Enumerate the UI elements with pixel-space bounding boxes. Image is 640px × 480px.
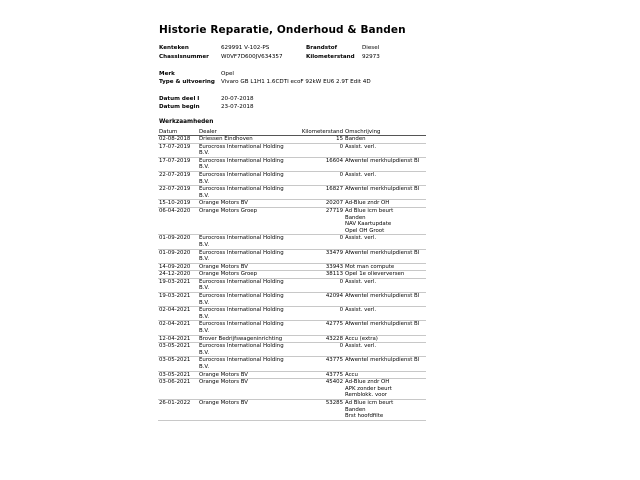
- type-value: Vivaro GB L1H1 1.6CDTI ecoF 92kW EU6 2.9T Edit 4D: [221, 79, 371, 85]
- table-row: [158, 171, 426, 185]
- table-body: [158, 136, 426, 421]
- cell-kilometerstand: 42094: [300, 293, 344, 307]
- dealer-line: Eurocross International Holding: [199, 249, 284, 256]
- table-row: [158, 335, 426, 343]
- cell-kilometerstand: 16827: [300, 186, 344, 200]
- cell-datum: 03-05-2021: [158, 371, 198, 379]
- cell-dealer: [198, 186, 300, 200]
- omschrijving-line: Assist. verl.: [345, 143, 377, 150]
- omschrijving-line: Banden: [345, 214, 366, 221]
- cell-kilometerstand: 0: [300, 307, 344, 321]
- cell-datum: 15-10-2019: [158, 200, 198, 208]
- table-row: [158, 271, 426, 279]
- col-datum: Datum: [158, 128, 198, 136]
- cell-dealer: [198, 307, 300, 321]
- table-row: [158, 157, 426, 171]
- page-title: Historie Reparatie, Onderhoud & Banden: [159, 24, 406, 36]
- cell-omschrijving: [344, 371, 426, 379]
- cell-omschrijving: [344, 200, 426, 208]
- cell-datum: 26-01-2022: [158, 399, 198, 420]
- cell-omschrijving: [344, 171, 426, 185]
- type-label: Type & uitvoering: [159, 79, 215, 85]
- cell-kilometerstand: 53285: [300, 399, 344, 420]
- cell-dealer: [198, 278, 300, 292]
- omschrijving-line: Assist. verl.: [345, 307, 377, 314]
- dealer-line: Eurocross International Holding: [199, 343, 284, 350]
- omschrijving-line: Opel 1e olieverversen: [345, 271, 405, 278]
- cell-omschrijving: [344, 357, 426, 371]
- omschrijving-line: Assist. verl.: [345, 171, 377, 178]
- cell-kilometerstand: 16604: [300, 157, 344, 171]
- omschrijving-line: Afwentel merkhulpdienst BI: [345, 321, 420, 328]
- omschrijving-line: Assist. verl.: [345, 343, 377, 350]
- dealer-line: Orange Motors BV: [199, 263, 248, 270]
- omschrijving-line: Brst hoofdfilte: [345, 413, 384, 420]
- dealer-line: B.V.: [199, 150, 210, 157]
- omschrijving-line: Ad Blue icm beurt: [345, 399, 394, 406]
- brandstof-label: Brandstof: [306, 45, 338, 51]
- cell-datum: 14-09-2020: [158, 263, 198, 271]
- cell-dealer: [198, 171, 300, 185]
- cell-omschrijving: [344, 379, 426, 400]
- cell-kilometerstand: 33479: [300, 249, 344, 263]
- cell-datum: 02-04-2021: [158, 307, 198, 321]
- dealer-line: Eurocross International Holding: [199, 157, 284, 164]
- cell-datum: 19-03-2021: [158, 293, 198, 307]
- work-table: [158, 128, 426, 421]
- omschrijving-line: Afwentel merkhulpdienst BI: [345, 357, 420, 364]
- cell-datum: 17-07-2019: [158, 157, 198, 171]
- dealer-line: Orange Motors BV: [199, 200, 248, 207]
- dealer-line: B.V.: [199, 164, 210, 171]
- table-row: [158, 200, 426, 208]
- cell-dealer: [198, 343, 300, 357]
- col-dealer: Dealer: [198, 128, 300, 136]
- datum-deel1-label: Datum deel I: [159, 96, 200, 102]
- chassis-value: W0VF7D600JV634357: [221, 54, 283, 60]
- cell-dealer: [198, 157, 300, 171]
- dealer-line: Eurocross International Holding: [199, 321, 284, 328]
- cell-kilometerstand: 0: [300, 143, 344, 157]
- dealer-line: B.V.: [199, 349, 210, 356]
- cell-datum: 06-04-2020: [158, 207, 198, 234]
- dealer-line: Eurocross International Holding: [199, 307, 284, 314]
- cell-dealer: [198, 321, 300, 335]
- cell-omschrijving: [344, 278, 426, 292]
- cell-omschrijving: [344, 249, 426, 263]
- table-row: [158, 399, 426, 420]
- cell-kilometerstand: 33943: [300, 263, 344, 271]
- cell-dealer: [198, 235, 300, 249]
- cell-kilometerstand: 15: [300, 136, 344, 144]
- omschrijving-line: Ad-Blue zndr OH: [345, 200, 390, 207]
- cell-omschrijving: [344, 143, 426, 157]
- cell-dealer: [198, 293, 300, 307]
- cell-kilometerstand: 0: [300, 171, 344, 185]
- dealer-line: Driessen Eindhoven: [199, 136, 253, 142]
- cell-kilometerstand: 27719: [300, 207, 344, 234]
- cell-kilometerstand: 0: [300, 235, 344, 249]
- cell-datum: 03-06-2021: [158, 379, 198, 400]
- col-omschrijving: Omschrijving: [344, 128, 426, 136]
- cell-kilometerstand: 42775: [300, 321, 344, 335]
- omschrijving-line: Remblokk. voor: [345, 392, 387, 399]
- table-row: [158, 379, 426, 400]
- dealer-line: B.V.: [199, 299, 210, 306]
- cell-dealer: [198, 357, 300, 371]
- omschrijving-line: Afwentel merkhulpdienst BI: [345, 249, 420, 256]
- dealer-line: Brover Bedrijfswageninrichting: [199, 335, 283, 342]
- cell-datum: 24-12-2020: [158, 271, 198, 279]
- cell-omschrijving: [344, 235, 426, 249]
- dealer-line: B.V.: [199, 256, 210, 263]
- cell-datum: 02-04-2021: [158, 321, 198, 335]
- omschrijving-line: Assist. verl.: [345, 235, 377, 242]
- cell-omschrijving: [344, 293, 426, 307]
- omschrijving-line: NAV Kaartupdate: [345, 221, 392, 228]
- cell-kilometerstand: 43775: [300, 371, 344, 379]
- datum-deel1-value: 20-07-2018: [221, 96, 254, 102]
- dealer-line: Eurocross International Holding: [199, 186, 284, 193]
- merk-value: Opel: [221, 71, 234, 77]
- cell-dealer: [198, 207, 300, 234]
- cell-dealer: [198, 200, 300, 208]
- cell-dealer: [198, 271, 300, 279]
- omschrijving-line: Banden: [345, 406, 366, 413]
- cell-kilometerstand: 45402: [300, 379, 344, 400]
- dealer-line: Eurocross International Holding: [199, 143, 284, 150]
- dealer-line: Eurocross International Holding: [199, 171, 284, 178]
- cell-datum: 22-07-2019: [158, 186, 198, 200]
- cell-dealer: [198, 371, 300, 379]
- cell-omschrijving: [344, 186, 426, 200]
- cell-omschrijving: [344, 321, 426, 335]
- table-header: [158, 128, 426, 136]
- dealer-line: B.V.: [199, 285, 210, 292]
- cell-dealer: [198, 335, 300, 343]
- table-row: [158, 235, 426, 249]
- omschrijving-line: Opel OH Groot: [345, 227, 385, 234]
- cell-datum: 02-08-2018: [158, 136, 198, 144]
- cell-datum: 03-05-2021: [158, 357, 198, 371]
- kenteken-value: 629991 V-102-PS: [221, 45, 270, 51]
- dealer-line: Eurocross International Holding: [199, 357, 284, 364]
- cell-dealer: [198, 249, 300, 263]
- omschrijving-line: Assist. verl.: [345, 278, 377, 285]
- dealer-line: B.V.: [199, 313, 210, 320]
- cell-datum: 17-07-2019: [158, 143, 198, 157]
- table-row: [158, 186, 426, 200]
- omschrijving-line: Ad-Blue zndr OH: [345, 379, 390, 386]
- cell-omschrijving: [344, 399, 426, 420]
- table-row: [158, 143, 426, 157]
- table-row: [158, 321, 426, 335]
- col-kilometerstand: Kilometerstand: [301, 128, 343, 135]
- section-title: Werkzaamheden: [159, 119, 214, 125]
- cell-kilometerstand: 43228: [300, 335, 344, 343]
- cell-omschrijving: [344, 263, 426, 271]
- dealer-line: B.V.: [199, 192, 210, 199]
- dealer-line: Eurocross International Holding: [199, 235, 284, 242]
- omschrijving-line: Accu (extra): [345, 335, 378, 342]
- dealer-line: B.V.: [199, 178, 210, 185]
- chassis-label: Chassisnummer: [159, 54, 209, 60]
- cell-omschrijving: [344, 343, 426, 357]
- omschrijving-line: Afwentel merkhulpdienst BI: [345, 293, 420, 300]
- kenteken-label: Kenteken: [159, 45, 189, 51]
- cell-dealer: [198, 263, 300, 271]
- table-row: [158, 249, 426, 263]
- cell-datum: 01-09-2020: [158, 235, 198, 249]
- cell-datum: 03-05-2021: [158, 343, 198, 357]
- omschrijving-line: Accu: [345, 371, 358, 378]
- cell-kilometerstand: 38113: [300, 271, 344, 279]
- table-row: [158, 307, 426, 321]
- merk-label: Merk: [159, 71, 175, 77]
- cell-omschrijving: [344, 307, 426, 321]
- cell-kilometerstand: 43775: [300, 357, 344, 371]
- cell-omschrijving: [344, 207, 426, 234]
- omschrijving-line: Afwentel merkhulpdienst BI: [345, 186, 420, 193]
- omschrijving-line: Banden: [345, 136, 366, 142]
- dealer-line: B.V.: [199, 328, 210, 335]
- dealer-line: Orange Motors Groep: [199, 207, 258, 214]
- table-row: [158, 343, 426, 357]
- cell-omschrijving: [344, 271, 426, 279]
- dealer-line: Orange Motors BV: [199, 379, 248, 386]
- table-row: [158, 371, 426, 379]
- cell-datum: 01-09-2020: [158, 249, 198, 263]
- table-row: [158, 278, 426, 292]
- cell-kilometerstand: 0: [300, 278, 344, 292]
- cell-dealer: [198, 379, 300, 400]
- brandstof-value: Diesel: [362, 45, 380, 51]
- dealer-line: B.V.: [199, 364, 210, 370]
- table-row: [158, 263, 426, 271]
- table-row: [158, 293, 426, 307]
- dealer-line: B.V.: [199, 241, 210, 248]
- dealer-line: Orange Motors BV: [199, 399, 248, 406]
- dealer-line: Orange Motors Groep: [199, 271, 258, 278]
- kilometerstand-label: Kilometerstand: [306, 54, 355, 60]
- omschrijving-line: Mot man compute: [345, 263, 395, 270]
- cell-dealer: [198, 143, 300, 157]
- cell-omschrijving: [344, 335, 426, 343]
- kilometerstand-value: 92973: [362, 54, 380, 60]
- datum-begin-value: 23-07-2018: [221, 104, 254, 110]
- cell-datum: 22-07-2019: [158, 171, 198, 185]
- table-row: [158, 136, 426, 144]
- cell-datum: 19-03-2021: [158, 278, 198, 292]
- cell-kilometerstand: 20207: [300, 200, 344, 208]
- cell-omschrijving: [344, 136, 426, 144]
- dealer-line: Orange Motors BV: [199, 371, 248, 378]
- cell-dealer: [198, 136, 300, 144]
- cell-omschrijving: [344, 157, 426, 171]
- omschrijving-line: Ad Blue icm beurt: [345, 207, 394, 214]
- datum-begin-label: Datum begin: [159, 104, 200, 110]
- table-row: [158, 207, 426, 234]
- dealer-line: Eurocross International Holding: [199, 278, 284, 285]
- table-row: [158, 357, 426, 371]
- cell-kilometerstand: 0: [300, 343, 344, 357]
- cell-dealer: [198, 399, 300, 420]
- omschrijving-line: APK zonder beurt: [345, 385, 392, 392]
- omschrijving-line: Afwentel merkhulpdienst BI: [345, 157, 420, 164]
- cell-datum: 12-04-2021: [158, 335, 198, 343]
- dealer-line: Eurocross International Holding: [199, 293, 284, 300]
